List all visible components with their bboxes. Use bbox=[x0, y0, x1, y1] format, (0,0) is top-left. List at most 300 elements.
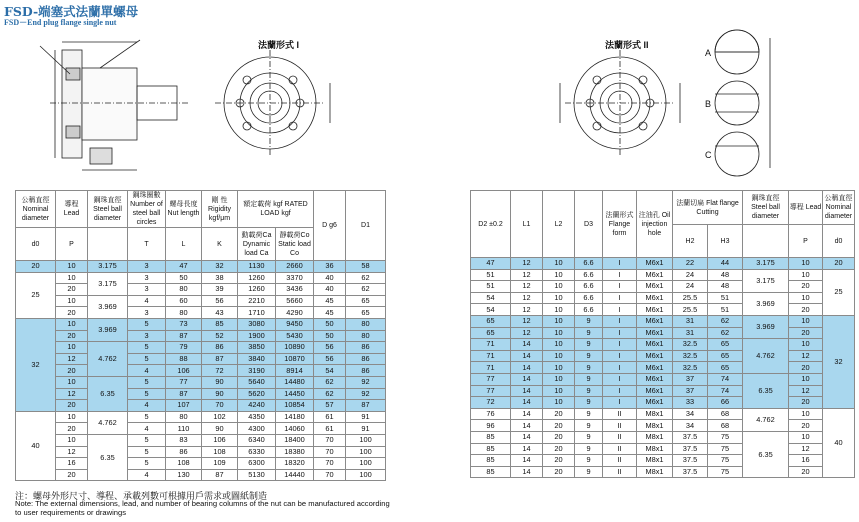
table-cell: 12 bbox=[511, 315, 543, 327]
table-cell: 70 bbox=[314, 469, 346, 481]
table-cell: 3 bbox=[128, 307, 166, 319]
view-label-a: A bbox=[705, 48, 712, 58]
table-cell: 14 bbox=[511, 420, 543, 432]
table-cell: 10 bbox=[543, 385, 575, 397]
table-cell: 10854 bbox=[276, 400, 314, 412]
table-cell: I bbox=[603, 315, 637, 327]
hdr-dynamic: 動載荷Ca Dynamic load Ca bbox=[238, 228, 276, 261]
table-cell: M6x1 bbox=[637, 327, 673, 339]
table-cell: 4240 bbox=[238, 400, 276, 412]
table-cell: 8914 bbox=[276, 365, 314, 377]
table-cell: 20 bbox=[543, 408, 575, 420]
table-cell: 6.6 bbox=[575, 304, 603, 316]
table-cell: 37 bbox=[673, 373, 708, 385]
table-cell: 5 bbox=[128, 434, 166, 446]
table-cell: 51 bbox=[471, 269, 511, 281]
table-cell: 37.5 bbox=[673, 466, 708, 478]
table-cell: 14 bbox=[511, 397, 543, 409]
table-cell: 10 bbox=[543, 304, 575, 316]
table-cell: 75 bbox=[708, 431, 743, 443]
table-cell: 72 bbox=[202, 365, 238, 377]
table-cell: 10 bbox=[56, 295, 88, 307]
table-cell: 45 bbox=[314, 295, 346, 307]
table-cell: 86 bbox=[202, 342, 238, 354]
spec-body-right bbox=[471, 258, 855, 478]
table-cell: 10 bbox=[789, 292, 823, 304]
table-cell: 4 bbox=[128, 295, 166, 307]
table-cell: M8x1 bbox=[637, 431, 673, 443]
table-cell: M6x1 bbox=[637, 385, 673, 397]
table-cell: 37 bbox=[673, 385, 708, 397]
table-cell: 32 bbox=[202, 261, 238, 273]
table-cell: 1260 bbox=[238, 284, 276, 296]
table-cell: 20 bbox=[789, 281, 823, 293]
table-cell: 12 bbox=[511, 281, 543, 293]
table-cell: 90 bbox=[202, 388, 238, 400]
table-cell: 20 bbox=[789, 466, 823, 478]
table-cell: 10 bbox=[543, 350, 575, 362]
table-cell: 14 bbox=[511, 431, 543, 443]
table-cell: 9 bbox=[575, 350, 603, 362]
table-cell: 61 bbox=[314, 423, 346, 435]
table-cell: 20 bbox=[543, 466, 575, 478]
table-cell: 60 bbox=[166, 295, 202, 307]
table-cell: 65 bbox=[708, 362, 743, 374]
table-cell: 3.969 bbox=[88, 318, 128, 341]
table-cell: 68 bbox=[708, 420, 743, 432]
table-cell: 6.6 bbox=[575, 258, 603, 270]
table-cell: I bbox=[603, 385, 637, 397]
table-cell: 1710 bbox=[238, 307, 276, 319]
table-cell: 3.969 bbox=[743, 315, 789, 338]
table-cell: 54 bbox=[471, 304, 511, 316]
table-row bbox=[471, 339, 855, 351]
spec-body-left bbox=[16, 261, 386, 481]
table-cell: 5430 bbox=[276, 330, 314, 342]
table-cell: 24 bbox=[673, 281, 708, 293]
table-cell: 9 bbox=[575, 397, 603, 409]
table-cell: 10 bbox=[543, 327, 575, 339]
table-cell: 12 bbox=[789, 443, 823, 455]
table-cell: 62 bbox=[314, 388, 346, 400]
table-cell: 68 bbox=[708, 408, 743, 420]
table-cell: 4300 bbox=[238, 423, 276, 435]
table-cell: 12 bbox=[511, 304, 543, 316]
table-row bbox=[471, 269, 855, 281]
table-cell: M8x1 bbox=[637, 455, 673, 467]
note-english-line2: to user requirements or drawings bbox=[15, 507, 127, 517]
table-cell: 20 bbox=[543, 455, 575, 467]
table-cell: 85 bbox=[202, 318, 238, 330]
table-cell: 37.5 bbox=[673, 431, 708, 443]
table-row bbox=[471, 327, 855, 339]
table-cell: M6x1 bbox=[637, 315, 673, 327]
table-cell: 90 bbox=[202, 423, 238, 435]
table-row bbox=[471, 443, 855, 455]
hdr-cutting: 法蘭切扁 Flat flange Cutting bbox=[673, 191, 743, 225]
table-cell: 56 bbox=[314, 342, 346, 354]
table-cell: M6x1 bbox=[637, 304, 673, 316]
front-view-form1 bbox=[215, 50, 330, 156]
table-cell: 32.5 bbox=[673, 362, 708, 374]
table-cell: 20 bbox=[56, 284, 88, 296]
table-cell: 3 bbox=[128, 330, 166, 342]
table-cell: 9 bbox=[575, 466, 603, 478]
table-cell: 71 bbox=[471, 350, 511, 362]
table-cell: 3436 bbox=[276, 284, 314, 296]
table-row bbox=[16, 330, 386, 342]
hdr-ball-circuits: 鋼珠圈數 Number of steel ball circles bbox=[128, 191, 166, 228]
table-cell: 6.6 bbox=[575, 292, 603, 304]
table-cell: 80 bbox=[166, 411, 202, 423]
table-cell: 50 bbox=[166, 272, 202, 284]
table-cell: 3.969 bbox=[88, 295, 128, 318]
table-cell: 20 bbox=[543, 443, 575, 455]
table-cell: 51 bbox=[471, 281, 511, 293]
table-cell: 32.5 bbox=[673, 339, 708, 351]
table-cell: 40 bbox=[314, 272, 346, 284]
hdr-sym-d0: d0 bbox=[16, 228, 56, 261]
table-cell: 6330 bbox=[238, 446, 276, 458]
table-cell: 14 bbox=[511, 373, 543, 385]
table-cell: 22 bbox=[673, 258, 708, 270]
table-cell: I bbox=[603, 304, 637, 316]
table-cell: II bbox=[603, 408, 637, 420]
table-cell: 61 bbox=[314, 411, 346, 423]
hdr-r-nominal: 公稱直徑 Nominal diameter bbox=[823, 191, 855, 225]
table-cell: M6x1 bbox=[637, 339, 673, 351]
table-cell: 20 bbox=[789, 397, 823, 409]
table-cell: 107 bbox=[166, 400, 202, 412]
table-row bbox=[471, 455, 855, 467]
table-cell: 14 bbox=[511, 466, 543, 478]
table-cell: I bbox=[603, 292, 637, 304]
table-cell: I bbox=[603, 258, 637, 270]
table-cell: 5 bbox=[128, 376, 166, 388]
table-cell: 85 bbox=[471, 431, 511, 443]
table-cell: M6x1 bbox=[637, 350, 673, 362]
table-cell: 3.175 bbox=[88, 261, 128, 273]
table-cell: 75 bbox=[708, 443, 743, 455]
table-cell: 40 bbox=[823, 408, 855, 478]
table-row bbox=[16, 261, 386, 273]
note-english-line1: Note: The external dimensions, lead, and number of bearing columns of the nut can be manufactured according bbox=[15, 499, 390, 508]
table-cell: 77 bbox=[471, 373, 511, 385]
table-cell: 10 bbox=[543, 339, 575, 351]
table-row bbox=[471, 466, 855, 478]
table-cell: M8x1 bbox=[637, 408, 673, 420]
table-cell: 91 bbox=[346, 423, 386, 435]
table-cell: 12 bbox=[511, 269, 543, 281]
table-cell: 75 bbox=[708, 466, 743, 478]
table-cell: 12 bbox=[511, 292, 543, 304]
table-cell: 58 bbox=[346, 261, 386, 273]
table-cell: 4.762 bbox=[88, 342, 128, 377]
table-cell: 9 bbox=[575, 385, 603, 397]
table-row bbox=[16, 307, 386, 319]
hdr-static: 靜載荷Co Static load Co bbox=[276, 228, 314, 261]
table-cell: 6.6 bbox=[575, 269, 603, 281]
table-cell: 31 bbox=[673, 327, 708, 339]
table-cell: 10 bbox=[789, 258, 823, 270]
table-cell: 54 bbox=[314, 365, 346, 377]
table-cell: 66 bbox=[708, 397, 743, 409]
table-cell: 62 bbox=[314, 376, 346, 388]
table-cell: 70 bbox=[314, 458, 346, 470]
hdr-h3: H3 bbox=[708, 225, 743, 258]
table-cell: 83 bbox=[166, 434, 202, 446]
table-cell: 10 bbox=[789, 373, 823, 385]
table-cell: 77 bbox=[471, 385, 511, 397]
table-row bbox=[471, 431, 855, 443]
table-cell: II bbox=[603, 455, 637, 467]
table-cell: 3840 bbox=[238, 353, 276, 365]
view-label-b: B bbox=[705, 99, 712, 109]
table-cell: 62 bbox=[346, 284, 386, 296]
table-cell: 80 bbox=[346, 330, 386, 342]
table-cell: 14450 bbox=[276, 388, 314, 400]
table-cell: 50 bbox=[314, 318, 346, 330]
table-cell: 20 bbox=[56, 365, 88, 377]
table-cell: I bbox=[603, 281, 637, 293]
table-cell: 20 bbox=[823, 258, 855, 270]
table-row bbox=[16, 434, 386, 446]
table-cell: 1260 bbox=[238, 272, 276, 284]
table-cell: 18400 bbox=[276, 434, 314, 446]
table-cell: 91 bbox=[346, 411, 386, 423]
table-cell: 75 bbox=[708, 455, 743, 467]
table-cell: 4350 bbox=[238, 411, 276, 423]
table-cell: 9 bbox=[575, 315, 603, 327]
table-row bbox=[471, 408, 855, 420]
table-cell: I bbox=[603, 397, 637, 409]
table-row bbox=[471, 315, 855, 327]
table-cell: 108 bbox=[202, 446, 238, 458]
table-row bbox=[16, 272, 386, 284]
table-cell: 108 bbox=[166, 458, 202, 470]
table-cell: 10 bbox=[56, 272, 88, 284]
table-cell: 87 bbox=[202, 353, 238, 365]
table-cell: 9 bbox=[575, 420, 603, 432]
hdr-blank bbox=[88, 228, 128, 261]
table-cell: 32.5 bbox=[673, 350, 708, 362]
table-cell: 18380 bbox=[276, 446, 314, 458]
table-cell: 25.5 bbox=[673, 292, 708, 304]
hdr-sym-l: L bbox=[166, 228, 202, 261]
hdr-l1: L1 bbox=[511, 191, 543, 258]
table-cell: 10 bbox=[543, 292, 575, 304]
table-cell: 87 bbox=[202, 469, 238, 481]
table-cell: 20 bbox=[56, 469, 88, 481]
table-cell: 86 bbox=[346, 342, 386, 354]
table-cell: 9 bbox=[575, 408, 603, 420]
table-cell: 6.6 bbox=[575, 281, 603, 293]
table-row bbox=[16, 342, 386, 354]
table-cell: 65 bbox=[346, 295, 386, 307]
hdr-r-sym-d0: d0 bbox=[823, 225, 855, 258]
table-cell: 70 bbox=[314, 446, 346, 458]
table-cell: 56 bbox=[202, 295, 238, 307]
table-cell: 14 bbox=[511, 455, 543, 467]
table-row bbox=[16, 458, 386, 470]
table-cell: 3 bbox=[128, 284, 166, 296]
table-cell: 18320 bbox=[276, 458, 314, 470]
table-cell: 14 bbox=[511, 339, 543, 351]
table-cell: 6340 bbox=[238, 434, 276, 446]
table-cell: 14060 bbox=[276, 423, 314, 435]
table-cell: 20 bbox=[789, 420, 823, 432]
hdr-sym-k: K bbox=[202, 228, 238, 261]
table-cell: I bbox=[603, 339, 637, 351]
table-cell: 31 bbox=[673, 315, 708, 327]
table-cell: 20 bbox=[789, 362, 823, 374]
table-cell: 10 bbox=[543, 315, 575, 327]
table-row bbox=[471, 420, 855, 432]
table-cell: 20 bbox=[543, 431, 575, 443]
table-cell: 32 bbox=[823, 315, 855, 408]
table-cell: 25 bbox=[16, 272, 56, 318]
table-cell: 92 bbox=[346, 376, 386, 388]
table-cell: 14 bbox=[511, 362, 543, 374]
hdr-nut-length: 螺母長度 Nut length bbox=[166, 191, 202, 228]
table-cell: 10 bbox=[789, 269, 823, 281]
hdr-h2: H2 bbox=[673, 225, 708, 258]
table-cell: 65 bbox=[708, 350, 743, 362]
table-row bbox=[471, 362, 855, 374]
table-cell: 20 bbox=[56, 400, 88, 412]
table-cell: 106 bbox=[166, 365, 202, 377]
table-row bbox=[471, 350, 855, 362]
table-cell: 20 bbox=[56, 423, 88, 435]
hdr-r-blank bbox=[743, 225, 789, 258]
table-cell: 1130 bbox=[238, 261, 276, 273]
hdr-lead: 導程 Lead bbox=[56, 191, 88, 228]
table-row bbox=[16, 353, 386, 365]
table-cell: 33 bbox=[673, 397, 708, 409]
table-cell: 92 bbox=[346, 388, 386, 400]
table-cell: 5 bbox=[128, 353, 166, 365]
table-cell: 62 bbox=[708, 327, 743, 339]
side-section-view bbox=[40, 40, 190, 170]
table-cell: 5 bbox=[128, 458, 166, 470]
table-cell: 10 bbox=[789, 315, 823, 327]
table-cell: 106 bbox=[202, 434, 238, 446]
table-row bbox=[471, 258, 855, 270]
table-cell: 6.35 bbox=[88, 376, 128, 411]
table-cell: 10 bbox=[56, 376, 88, 388]
hdr-sym-p: P bbox=[56, 228, 88, 261]
table-cell: 6.35 bbox=[743, 373, 789, 408]
table-cell: 38 bbox=[202, 272, 238, 284]
table-cell: 3.969 bbox=[743, 292, 789, 315]
table-cell: II bbox=[603, 466, 637, 478]
table-cell: 4 bbox=[128, 469, 166, 481]
table-cell: 39 bbox=[202, 284, 238, 296]
table-cell: II bbox=[603, 420, 637, 432]
table-cell: 16 bbox=[56, 458, 88, 470]
table-cell: 5 bbox=[128, 411, 166, 423]
table-cell: 57 bbox=[314, 400, 346, 412]
table-cell: 86 bbox=[346, 353, 386, 365]
table-cell: 14480 bbox=[276, 376, 314, 388]
technical-drawings bbox=[0, 28, 859, 188]
table-cell: 3.175 bbox=[743, 258, 789, 270]
table-cell: 86 bbox=[166, 446, 202, 458]
table-row bbox=[16, 446, 386, 458]
table-cell: 9 bbox=[575, 455, 603, 467]
table-cell: 74 bbox=[708, 385, 743, 397]
table-cell: 48 bbox=[708, 269, 743, 281]
table-cell: 10 bbox=[543, 281, 575, 293]
table-cell: 16 bbox=[789, 455, 823, 467]
front-view-form2 bbox=[560, 50, 680, 156]
table-cell: 110 bbox=[166, 423, 202, 435]
table-cell: 12 bbox=[56, 446, 88, 458]
table-cell: 5 bbox=[128, 388, 166, 400]
hdr-l2: L2 bbox=[543, 191, 575, 258]
hdr-flange-form: 法蘭形式 Flange form bbox=[603, 191, 637, 258]
table-cell: I bbox=[603, 350, 637, 362]
table-cell: M6x1 bbox=[637, 258, 673, 270]
table-cell: 10 bbox=[56, 434, 88, 446]
table-row bbox=[471, 292, 855, 304]
table-cell: 5130 bbox=[238, 469, 276, 481]
table-cell: 40 bbox=[16, 411, 56, 481]
hdr-r-steel-ball: 鋼珠直徑 Steel ball diameter bbox=[743, 191, 789, 225]
table-row bbox=[16, 284, 386, 296]
table-cell: M6x1 bbox=[637, 269, 673, 281]
table-cell: M6x1 bbox=[637, 373, 673, 385]
table-cell: 6.35 bbox=[743, 431, 789, 477]
table-cell: 10 bbox=[543, 362, 575, 374]
table-cell: 1900 bbox=[238, 330, 276, 342]
cutting-views bbox=[715, 30, 770, 176]
table-cell: 9 bbox=[575, 443, 603, 455]
table-cell: 14 bbox=[511, 443, 543, 455]
table-cell: 65 bbox=[471, 315, 511, 327]
table-cell: M8x1 bbox=[637, 443, 673, 455]
table-cell: 3080 bbox=[238, 318, 276, 330]
table-row bbox=[16, 423, 386, 435]
table-cell: 10 bbox=[56, 261, 88, 273]
table-cell: 14180 bbox=[276, 411, 314, 423]
table-cell: 48 bbox=[708, 281, 743, 293]
table-cell: 9 bbox=[575, 373, 603, 385]
table-cell: 12 bbox=[789, 385, 823, 397]
table-cell: 130 bbox=[166, 469, 202, 481]
table-row bbox=[16, 388, 386, 400]
table-cell: I bbox=[603, 373, 637, 385]
table-cell: I bbox=[603, 327, 637, 339]
table-cell: 54 bbox=[471, 292, 511, 304]
table-cell: 12 bbox=[511, 327, 543, 339]
hdr-nominal: 公稱直徑 Nominal diameter bbox=[16, 191, 56, 228]
table-cell: 3.175 bbox=[743, 269, 789, 292]
table-row bbox=[16, 376, 386, 388]
table-cell: 12 bbox=[56, 353, 88, 365]
table-cell: 5660 bbox=[276, 295, 314, 307]
hdr-d-g6: D g6 bbox=[314, 191, 346, 261]
table-row bbox=[16, 400, 386, 412]
table-cell: 70 bbox=[202, 400, 238, 412]
hdr-rigidity: 剛 性 Rigidity kgf/μm bbox=[202, 191, 238, 228]
table-cell: 9 bbox=[575, 327, 603, 339]
table-cell: 10890 bbox=[276, 342, 314, 354]
hdr-r-sym-p: P bbox=[789, 225, 823, 258]
table-cell: 25 bbox=[823, 269, 855, 315]
table-row bbox=[16, 295, 386, 307]
table-cell: 9 bbox=[575, 431, 603, 443]
